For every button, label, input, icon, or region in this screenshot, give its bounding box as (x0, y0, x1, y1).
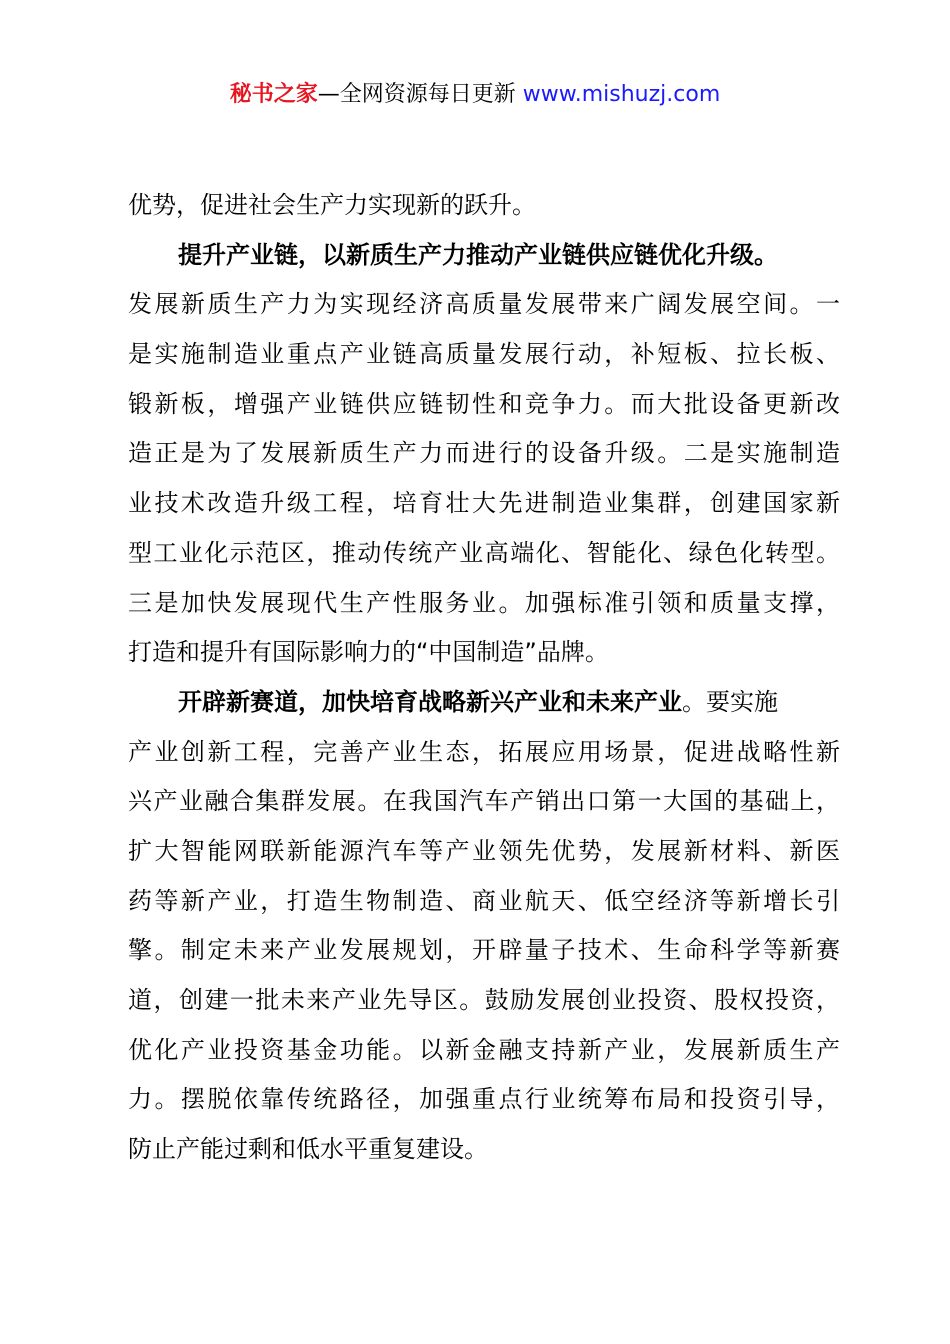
document-body (128, 181, 840, 1175)
paragraph-line: 兴产业融合集群发展。在我国汽车产销出口第一大国的基础上， (128, 787, 840, 816)
paragraph-line: 业技术改造升级工程，培育壮大先进制造业集群，创建国家新 (128, 489, 840, 518)
header-brand: 秘书之家 (229, 82, 318, 107)
paragraph-line: 产业创新工程，完善产业生态，拓展应用场景，促进战略性新 (128, 737, 840, 766)
paragraph-line: 力。摆脱依靠传统路径，加强重点行业统筹布局和投资引导， (128, 1085, 840, 1114)
paragraph-line: 优势，促进社会生产力实现新的跃升。 (128, 191, 536, 219)
paragraph-line: 优化产业投资基金功能。以新金融支持新产业，发展新质生产 (128, 1035, 840, 1064)
paragraph-line: 药等新产业，打造生物制造、商业航天、低空经济等新增长引 (128, 886, 840, 915)
paragraph-line: 打造和提升有国际影响力的“中国制造”品牌。 (128, 638, 609, 667)
paragraph-line: 发展新质生产力为实现经济高质量发展带来广阔发展空间。一 (128, 290, 840, 319)
paragraph-line: 是实施制造业重点产业链高质量发展行动，补短板、拉长板、 (128, 340, 840, 369)
paragraph-line: 锻新板，增强产业链供应链韧性和竞争力。而大批设备更新改 (128, 389, 840, 418)
paragraph-line: 擎。制定未来产业发展规划，开辟量子技术、生命科学等新赛 (128, 936, 840, 965)
paragraph-line: 型工业化示范区，推动传统产业高端化、智能化、绿色化转型。 (128, 538, 840, 567)
paragraph-line: 防止产能过剩和低水平重复建设。 (128, 1135, 488, 1164)
paragraph-heading-line (128, 231, 840, 281)
paragraph-line: 扩大智能网联新能源汽车等产业领先优势，发展新材料、新医 (128, 836, 840, 865)
paragraph-heading: 开辟新赛道，加快培育战略新兴产业和未来产业 (178, 687, 682, 716)
paragraph-line: 三是加快发展现代生产性服务业。加强标准引领和质量支撑， (128, 588, 840, 617)
paragraph-heading: 提升产业链，以新质生产力推动产业链供应链优化升级。 (178, 240, 778, 269)
header-url-link[interactable]: www.mishuzj.com (522, 82, 721, 107)
paragraph-line: 造正是为了发展新质生产力而进行的设备升级。二是实施制造 (128, 439, 840, 468)
page-header (0, 78, 950, 112)
header-tagline: —全网资源每日更新 (317, 82, 523, 107)
paragraph-heading-line: 开辟新赛道，加快培育战略新兴产业和未来产业。要实施 (178, 687, 778, 716)
paragraph-line: 道，创建一批未来产业先导区。鼓励发展创业投资、股权投资， (128, 986, 840, 1014)
